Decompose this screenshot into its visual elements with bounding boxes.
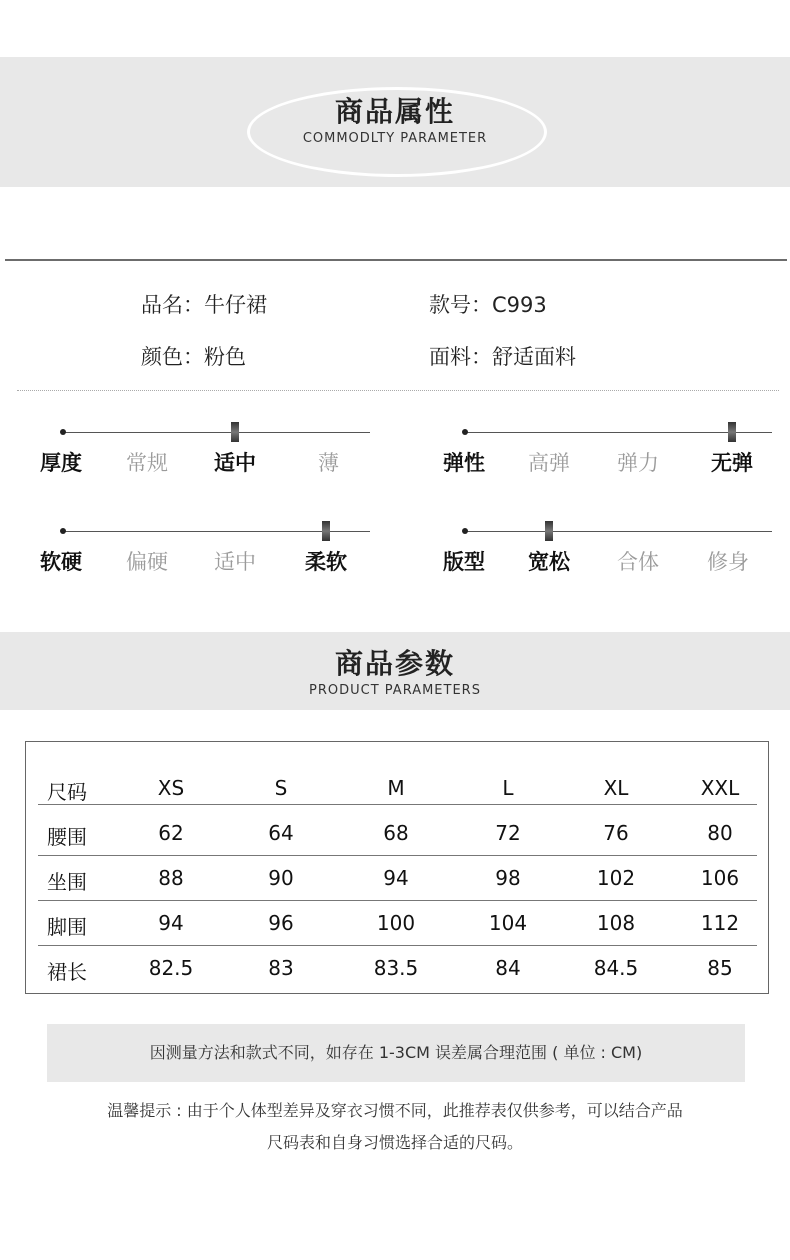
slider-start-dot [60, 429, 66, 435]
product-fabric: 面料：舒适面料 [429, 345, 576, 369]
tip-text-line1: 温馨提示 : 由于个人体型差异及穿衣习惯不同，此推荐表仅供参考，可以结合产品 [107, 1101, 683, 1120]
table-header-cell: XS [157, 776, 185, 800]
table-cell: 82.5 [148, 956, 194, 980]
table-header-cell: S [274, 776, 288, 800]
table-cell: 88 [158, 866, 184, 890]
table-header-cell: L [502, 776, 514, 800]
table-cell: 腰围 [47, 825, 87, 849]
slider-start-dot [462, 429, 468, 435]
table-cell: 64 [268, 821, 294, 845]
attribute-option: 常规 [126, 451, 168, 475]
section-subtitle: COMMODLTY PARAMETER [302, 131, 488, 146]
slider-track [465, 432, 772, 433]
table-cell: 108 [596, 911, 636, 935]
slider-start-dot [60, 528, 66, 534]
table-row-divider [38, 804, 757, 805]
slider-marker [231, 422, 239, 442]
table-cell: 104 [488, 911, 528, 935]
attribute-option: 无弹 [711, 451, 753, 475]
table-header-cell: M [387, 776, 405, 800]
attribute-option: 偏硬 [126, 550, 168, 574]
table-header-cell: XXL [700, 776, 740, 800]
attribute-option: 修身 [707, 550, 749, 574]
table-cell: 脚围 [47, 915, 87, 939]
table-cell: 裙长 [47, 960, 87, 984]
section-title: 商品属性 [334, 95, 455, 128]
slider-marker [545, 521, 553, 541]
style-number: 款号：C993 [429, 293, 547, 317]
attribute-option: 薄 [318, 451, 339, 475]
table-cell: 85 [707, 956, 733, 980]
slider-track [465, 531, 772, 532]
table-cell: 62 [158, 821, 184, 845]
dotted-divider [17, 390, 779, 391]
attribute-option: 弹力 [617, 451, 659, 475]
attribute-option: 高弹 [528, 451, 570, 475]
attribute-option: 适中 [214, 451, 256, 475]
table-cell: 80 [707, 821, 733, 845]
attribute-label: 版型 [443, 550, 485, 574]
divider [5, 259, 787, 261]
table-cell: 84 [495, 956, 521, 980]
slider-start-dot [462, 528, 468, 534]
table-cell: 83.5 [373, 956, 419, 980]
attribute-option: 宽松 [528, 550, 570, 574]
table-cell: 68 [383, 821, 409, 845]
slider-track [63, 432, 370, 433]
table-cell: 84.5 [593, 956, 639, 980]
product-name: 品名：牛仔裙 [141, 293, 267, 317]
attribute-option: 柔软 [305, 550, 347, 574]
table-cell: 102 [596, 866, 636, 890]
table-cell: 98 [495, 866, 521, 890]
attribute-label: 弹性 [443, 451, 485, 475]
table-row-divider [38, 855, 757, 856]
table-row-divider [38, 945, 757, 946]
table-cell: 76 [603, 821, 629, 845]
table-cell: 94 [158, 911, 184, 935]
section-title: 商品参数 [334, 647, 455, 680]
measurement-note: 因测量方法和款式不同，如存在 1-3CM 误差属合理范围 ( 单位 : CM) [47, 1024, 745, 1082]
table-cell: 96 [268, 911, 294, 935]
table-cell: 100 [376, 911, 416, 935]
attribute-label: 软硬 [40, 550, 82, 574]
section-subtitle: PRODUCT PARAMETERS [309, 683, 481, 698]
slider-marker [322, 521, 330, 541]
table-cell: 72 [495, 821, 521, 845]
attribute-label: 厚度 [40, 451, 82, 475]
attribute-option: 适中 [214, 550, 256, 574]
table-cell: 106 [700, 866, 740, 890]
table-header-cell: XL [603, 776, 629, 800]
table-cell: 90 [268, 866, 294, 890]
table-cell: 83 [268, 956, 294, 980]
attribute-option: 合体 [617, 550, 659, 574]
tip-text-line2: 尺码表和自身习惯选择合适的尺码。 [266, 1133, 523, 1152]
table-cell: 94 [383, 866, 409, 890]
product-color: 颜色：粉色 [141, 345, 246, 369]
table-cell: 112 [700, 911, 740, 935]
table-row-divider [38, 900, 757, 901]
slider-marker [728, 422, 736, 442]
table-cell: 坐围 [47, 870, 87, 894]
table-header-cell: 尺码 [47, 780, 87, 804]
